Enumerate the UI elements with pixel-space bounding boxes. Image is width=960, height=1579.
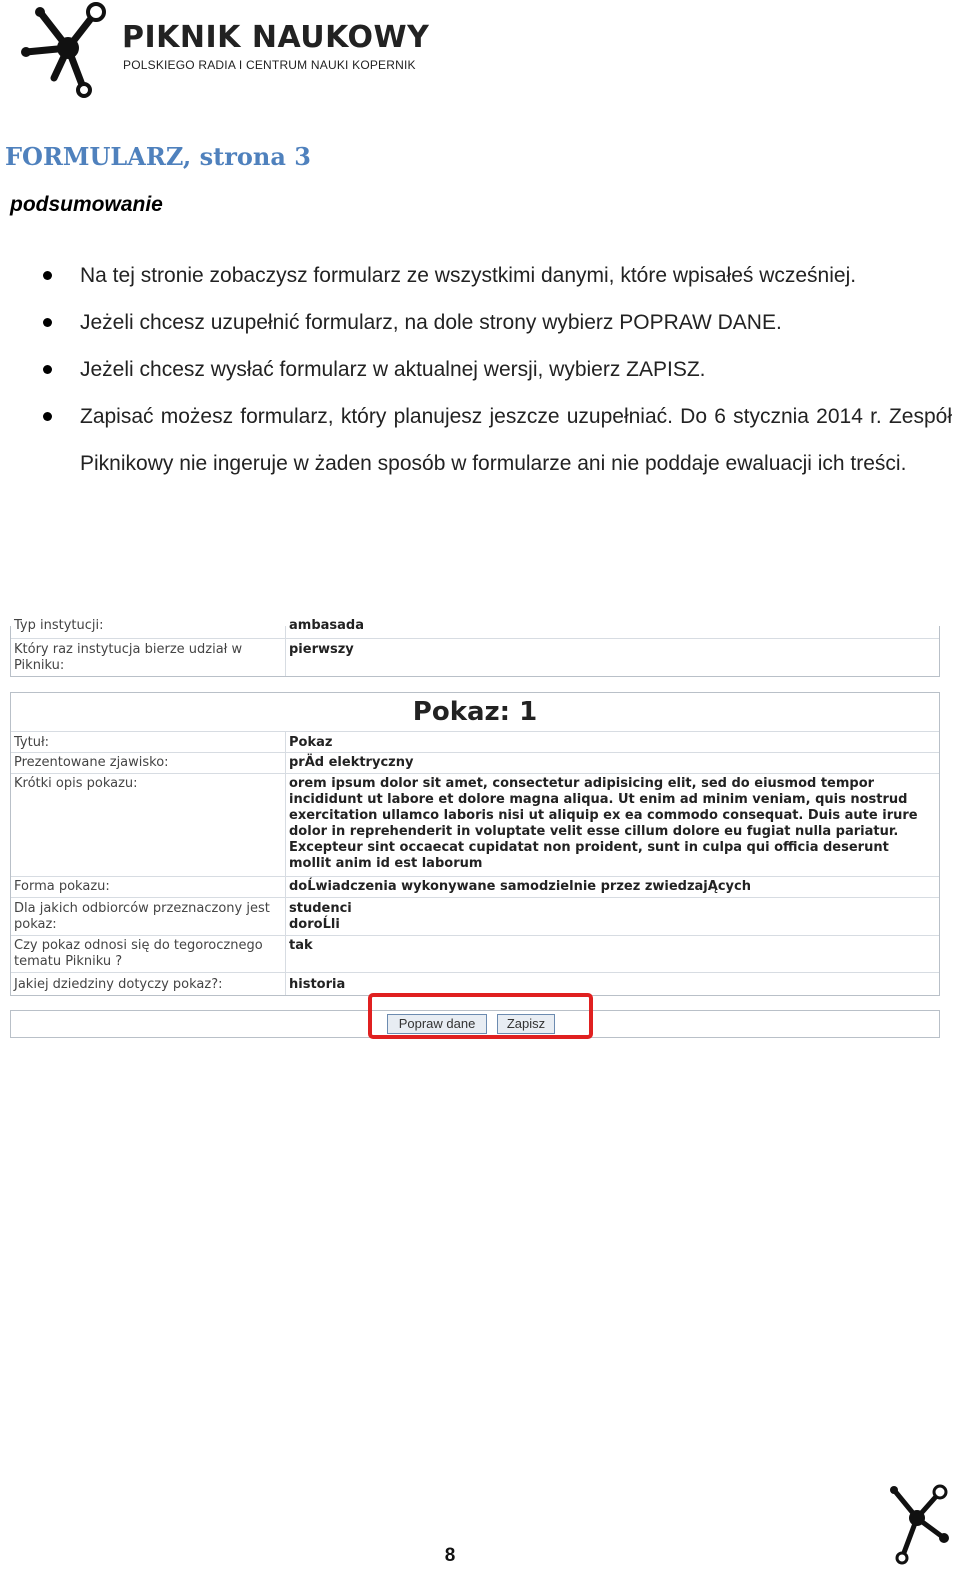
row-value: prÄd elektryczny bbox=[289, 755, 414, 770]
row-value: tak bbox=[289, 938, 313, 953]
table-row bbox=[11, 731, 939, 753]
row-label: Tytuł: bbox=[14, 735, 50, 750]
row-value: Pokaz bbox=[289, 735, 333, 750]
row-value: doĹwiadczenia wykonywane samodzielnie przez zwiedzajĄcych bbox=[289, 879, 751, 894]
row-label: Typ instytucji: bbox=[14, 618, 104, 633]
row-label: Który raz instytucja bierze udział w Pikniku: bbox=[14, 642, 243, 673]
list-item: Jeżeli chcesz wysłać formularz w aktualnej wersji, wybierz ZAPISZ. bbox=[0, 346, 960, 393]
list-item: Zapisać możesz formularz, który planujesz jeszcze uzupełniać. Do 6 stycznia 2014 r. Zespół Piknikowy nie ingeruje w żaden sposób w formularze ani nie poddaje ewaluacji ich treści. bbox=[0, 393, 960, 487]
row-value: orem ipsum dolor sit amet, consectetur adipisicing elit, sed do eiusmod tempor incididunt ut labore et dolore magna aliqua. Ut enim ad minim veniam, quis nostrud exercitation ullamco laboris nisi ut aliquip ex ea commodo consequat. Duis aute irure dolor in reprehenderit in voluptate velit esse cillum dolore eu fugiat nulla pariatur. Excepteur sint occaecat cupidatat non proident, sunt in culpa qui officia deserunt mollit anim id est laborum bbox=[289, 776, 918, 871]
piknik-figure-icon bbox=[18, 0, 118, 100]
table-row bbox=[11, 876, 939, 898]
form-screenshot bbox=[10, 618, 940, 1040]
row-label: Krótki opis pokazu: bbox=[14, 776, 138, 791]
row-label: Czy pokaz odnosi się do tegorocznego tematu Pikniku ? bbox=[14, 938, 263, 969]
list-item: Jeżeli chcesz uzupełnić formularz, na dole strony wybierz POPRAW DANE. bbox=[0, 299, 960, 346]
institution-table bbox=[10, 618, 940, 677]
list-item: Na tej stronie zobaczysz formularz ze wszystkimi danymi, które wpisałeś wcześniej. bbox=[0, 252, 960, 299]
popraw-dane-button[interactable]: Popraw dane bbox=[387, 1014, 487, 1034]
table-row bbox=[11, 935, 939, 973]
page-number: 8 bbox=[444, 1545, 456, 1566]
logo-title: PIKNIK NAUKOWY bbox=[122, 20, 430, 55]
row-value: studenci doroĹli bbox=[289, 901, 352, 932]
table-row bbox=[11, 773, 939, 877]
highlight-frame bbox=[368, 993, 593, 1039]
logo-subtitle: POLSKIEGO RADIA I CENTRUM NAUKI KOPERNIK bbox=[123, 58, 416, 72]
table-row bbox=[11, 897, 939, 936]
show-title: Pokaz: 1 bbox=[412, 697, 538, 727]
page-title: FORMULARZ, strona 3 bbox=[5, 142, 311, 171]
row-label: Dla jakich odbiorców przeznaczony jest pokaz: bbox=[14, 901, 270, 932]
row-value: ambasada bbox=[289, 618, 364, 633]
row-label: Prezentowane zjawisko: bbox=[14, 755, 169, 770]
table-row bbox=[11, 752, 939, 774]
table-row bbox=[11, 638, 939, 677]
row-value: historia bbox=[289, 977, 346, 992]
page-subtitle: podsumowanie bbox=[10, 193, 163, 216]
table-row bbox=[11, 618, 939, 638]
row-label: Forma pokazu: bbox=[14, 879, 110, 894]
zapisz-button[interactable]: Zapisz bbox=[497, 1014, 555, 1034]
row-label: Jakiej dziedziny dotyczy pokaz?: bbox=[14, 977, 223, 992]
instruction-list bbox=[0, 252, 960, 487]
row-value: pierwszy bbox=[289, 642, 354, 657]
piknik-logo bbox=[18, 0, 430, 100]
show-table bbox=[10, 692, 940, 996]
piknik-figure-icon bbox=[884, 1480, 950, 1566]
